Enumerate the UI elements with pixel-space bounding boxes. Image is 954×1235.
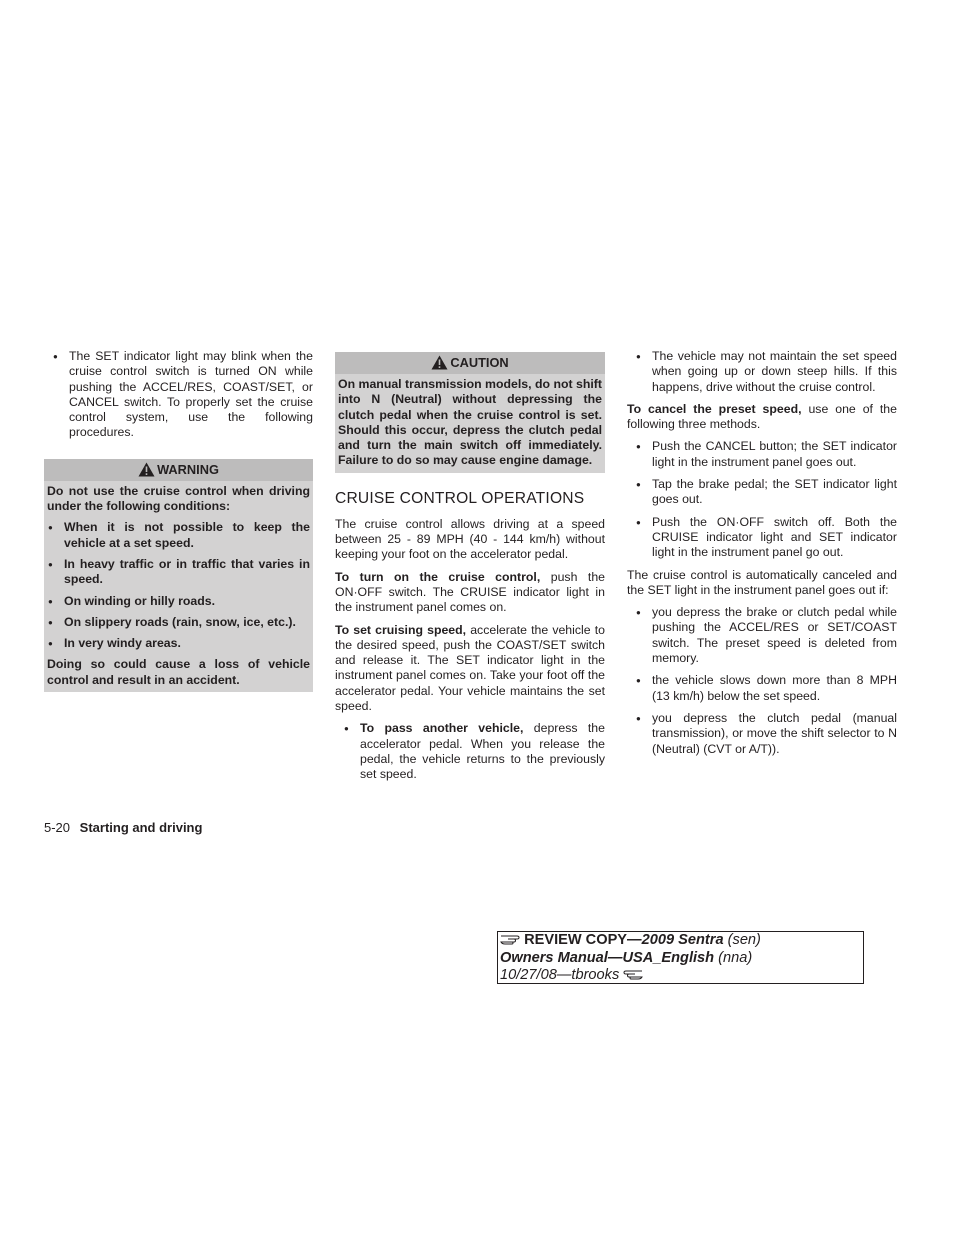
warning-item: ● On winding or hilly roads. bbox=[47, 594, 310, 609]
caution-text: On manual transmission models, do not shift into N (Neutral) without depressing the clutch pedal when the cruise control is set. Should this occur, depress the clutch pedal and turn the main switch off immediately. Failure to do so may cause engine damage. bbox=[338, 377, 602, 468]
page-footer bbox=[44, 820, 202, 835]
cruise-intro: The cruise control allows driving at a speed between 25 - 89 MPH (40 - 144 km/h) without keeping your foot on the accelerator pedal. bbox=[335, 516, 605, 562]
warning-item: ● When it is not possible to keep the vehicle at a set speed. bbox=[47, 520, 310, 551]
auto-cancel-item: ● you depress the clutch pedal (manual transmission), or move the shift selector to N (Neutral) (CVT or A/T)). bbox=[627, 711, 897, 757]
column-right bbox=[627, 349, 897, 764]
cancel-item: ● Push the ON·OFF switch off. Both the CRUISE indicator light and SET indicator light in the instrument panel go out. bbox=[627, 515, 897, 561]
warning-item: ● In very windy areas. bbox=[47, 636, 310, 651]
review-manual: Owners Manual—USA_English bbox=[500, 949, 715, 966]
warning-intro: Do not use the cruise control when driving under the following conditions: bbox=[47, 483, 310, 514]
pass-text: depress the accelerator pedal. When you release the pedal, the vehicle returns to the previously set speed. bbox=[360, 721, 605, 782]
warning-outro: Doing so could cause a loss of vehicle control and result in an accident. bbox=[47, 657, 310, 687]
review-label: REVIEW COPY— bbox=[524, 932, 642, 948]
cancel-item: ● Tap the brake pedal; the SET indicator light goes out. bbox=[627, 477, 897, 508]
warning-triangle-icon bbox=[138, 462, 155, 484]
review-manual-code: (nna) bbox=[718, 949, 753, 966]
caution-body bbox=[335, 377, 605, 473]
pointing-hand-left-icon bbox=[623, 967, 643, 983]
turn-on-text: push the ON·OFF switch. The CRUISE indicator light in the instrument panel comes on. bbox=[335, 569, 605, 615]
pass-vehicle-bullet bbox=[335, 721, 605, 782]
set-speed-text: accelerate the vehicle to the desired speed, push the COAST/SET switch and release it. The SET indicator light in the instrument panel comes on. Take your foot off the accelerator pedal. Your vehicle maintains the set speed. bbox=[335, 622, 605, 714]
column-middle bbox=[335, 352, 605, 790]
set-speed-lead: To set cruising speed, bbox=[335, 622, 467, 637]
auto-cancel-intro: The cruise control is automatically canceled and the SET light in the instrument panel goes out if: bbox=[627, 567, 897, 597]
auto-cancel-item: ● you depress the brake or clutch pedal while pushing the ACCEL/RES or SET/COAST switch. The preset speed is deleted from memory. bbox=[627, 605, 897, 666]
bullet-hills: ● The vehicle may not maintain the set speed when going up or down steep hills. If this happens, drive without the cruise control. bbox=[627, 349, 897, 395]
review-date-author: 10/27/08—tbrooks bbox=[500, 967, 620, 983]
pass-lead: To pass another vehicle, bbox=[360, 721, 524, 736]
caution-title: CAUTION bbox=[450, 355, 509, 370]
warning-item: ● On slippery roads (rain, snow, ice, etc.). bbox=[47, 615, 310, 630]
caution-triangle-icon bbox=[431, 355, 448, 377]
review-line-3 bbox=[500, 967, 863, 985]
cancel-lead: To cancel the preset speed, bbox=[627, 401, 802, 416]
auto-cancel-item: ● the vehicle slows down more than 8 MPH (13 km/h) below the set speed. bbox=[627, 673, 897, 704]
caution-header bbox=[335, 352, 605, 374]
section-heading: CRUISE CONTROL OPERATIONS bbox=[335, 489, 585, 507]
warning-box bbox=[44, 459, 313, 692]
review-line-2 bbox=[500, 950, 863, 968]
bullet-set-indicator: ● The SET indicator light may blink when the cruise control switch is turned ON while pushing the ACCEL/RES, COAST/SET, or CANCEL switch. To properly set the cruise control system, use the following procedures. bbox=[44, 349, 313, 441]
pointing-hand-right-icon bbox=[500, 932, 524, 948]
set-speed-paragraph bbox=[335, 623, 605, 715]
caution-box bbox=[335, 352, 605, 473]
review-model-code: (sen) bbox=[727, 932, 761, 948]
cancel-paragraph bbox=[627, 402, 897, 433]
section-name: Starting and driving bbox=[79, 820, 203, 835]
cancel-text: use one of the following three methods. bbox=[627, 401, 897, 432]
turn-on-lead: To turn on the cruise control, bbox=[335, 569, 541, 584]
page-number: 5-20 bbox=[44, 820, 71, 835]
review-line-1 bbox=[500, 932, 863, 950]
turn-on-paragraph bbox=[335, 570, 605, 616]
warning-header bbox=[44, 459, 313, 481]
review-model: 2009 Sentra bbox=[641, 932, 724, 948]
warning-title: WARNING bbox=[157, 461, 219, 477]
warning-body bbox=[44, 484, 313, 692]
warning-item: ● In heavy traffic or in traffic that varies in speed. bbox=[47, 557, 310, 588]
column-left bbox=[44, 349, 313, 702]
review-copy-stamp bbox=[497, 931, 864, 984]
cancel-item: ● Push the CANCEL button; the SET indicator light in the instrument panel goes out. bbox=[627, 439, 897, 470]
